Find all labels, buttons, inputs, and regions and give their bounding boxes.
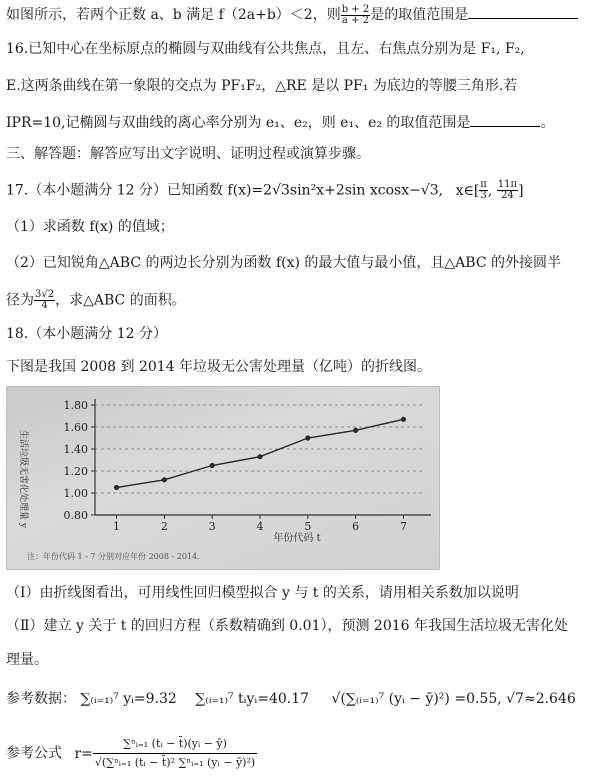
domain-lower-num: π bbox=[480, 179, 487, 190]
formula-r: r= bbox=[74, 745, 93, 762]
series-line bbox=[117, 419, 404, 487]
data-point bbox=[114, 485, 119, 490]
ref-sum-ty: ∑₍ᵢ₌₁₎⁷ tᵢyᵢ=40.17 bbox=[195, 691, 310, 707]
line-chart-photo bbox=[6, 386, 440, 570]
domain-lower-den: 3 bbox=[480, 190, 487, 201]
x-tick-labels bbox=[113, 520, 407, 533]
data-point bbox=[401, 417, 406, 422]
q17-part-2a: （2）已知锐角△ABC 的两边长分别为函数 f(x) 的最大值与最小值，且△ABC 的外接圆半 bbox=[6, 255, 561, 271]
q16-line-3 bbox=[6, 112, 554, 132]
answer-blank bbox=[468, 4, 578, 19]
data-point bbox=[257, 454, 262, 459]
q16-line-1: 16.已知中心在坐标原点的椭圆与双曲线有公共焦点，且左、右焦点分别为是 F₁, F₂, bbox=[6, 41, 525, 57]
formula-label: 参考公式 bbox=[6, 745, 62, 762]
q18-heading: 18.（本小题满分 12 分） bbox=[6, 326, 167, 342]
answer-blank bbox=[470, 112, 540, 127]
radius-num: 3√2 bbox=[35, 289, 55, 300]
q15-continuation bbox=[6, 4, 578, 26]
ref-sqrt: √(∑₍ᵢ₌₁₎⁷ (yᵢ − ȳ)²) =0.55, √7≈2.646 bbox=[331, 691, 576, 707]
q17-2b-post: ，求△ABC 的面积。 bbox=[55, 292, 186, 309]
x-axis-label: 年份代码 t bbox=[273, 533, 321, 544]
y-tick-label: 1.40 bbox=[63, 443, 88, 456]
y-tick-label: 1.60 bbox=[63, 421, 88, 434]
q16-line-3-text: IPR=10,记椭圆与双曲线的离心率分别为 e₁、e₂，则 e₁、e₂ 的取值范围是 bbox=[6, 115, 471, 131]
x-tick-label: 5 bbox=[304, 520, 312, 533]
domain-upper-num: 11π bbox=[497, 179, 518, 190]
chart-caption: 注：年份代码 1 - 7 分别对应年份 2008 - 2014. bbox=[27, 552, 200, 561]
radius-den: 4 bbox=[41, 300, 48, 311]
reference-data bbox=[6, 690, 576, 708]
y-tick-label: 1.00 bbox=[63, 487, 88, 500]
x-tick-label: 7 bbox=[399, 520, 407, 533]
q18-part-ii: （Ⅱ）建立 y 关于 t 的回归方程（系数精确到 0.01），预测 2016 年我国生活垃圾无害化处 bbox=[6, 618, 569, 634]
y-tick-labels bbox=[64, 399, 89, 522]
q18-part-i: （I）由折线图看出，可用线性回归模型拟合 y 与 t 的关系，请用相关系数加以说明 bbox=[6, 585, 519, 601]
reference-formula bbox=[6, 735, 257, 772]
q17-domain: [ $\frac{\pi}{3}$ , $\frac{11\pi}{24}$ ] bbox=[473, 179, 524, 201]
chart-series bbox=[114, 417, 406, 490]
data-point bbox=[162, 477, 167, 482]
ref-sum-y: ∑₍ᵢ₌₁₎⁷ yᵢ=9.32 bbox=[80, 691, 177, 707]
x-tick-label: 2 bbox=[160, 520, 168, 533]
q17-part-2b bbox=[6, 290, 186, 311]
data-point bbox=[210, 463, 215, 468]
section-heading: 三、解答题：解答应写出文字说明、证明过程或演算步骤。 bbox=[6, 146, 370, 162]
q18-intro: 下图是我国 2008 到 2014 年垃圾无公害处理量（亿吨）的折线图。 bbox=[6, 359, 432, 375]
fraction-numerator: b + 2 bbox=[341, 3, 370, 15]
line-chart bbox=[7, 387, 439, 569]
y-axis-label: 生活垃圾无害化处理量 y bbox=[18, 430, 28, 528]
x-tick-label: 1 bbox=[113, 520, 121, 533]
fraction bbox=[341, 5, 371, 26]
q17-stem bbox=[6, 180, 524, 201]
x-tick-label: 4 bbox=[256, 520, 264, 533]
data-point bbox=[353, 428, 358, 433]
q15-suffix: 是的取值范围是 bbox=[370, 7, 469, 23]
x-tick-label: 6 bbox=[352, 520, 360, 533]
formula-numerator: ∑ⁿᵢ₌₁ (tᵢ − t̄)(yᵢ − ȳ) bbox=[93, 735, 257, 754]
chart-grid bbox=[95, 405, 425, 493]
formula-denominator: √(∑ⁿᵢ₌₁ (tᵢ − t̄)² ∑ⁿᵢ₌₁ (yᵢ − ȳ)²) bbox=[94, 756, 256, 769]
q17-domain-label: x∈ bbox=[455, 182, 474, 199]
q16-line-2: E.这两条曲线在第一象限的交点为 PF₁F₂，△RE 是以 PF₁ 为底边的等腰三角形.若 bbox=[6, 78, 518, 94]
q17-function: 17.（本小题满分 12 分）已知函数 f(x)=2√3sin²x+2sin xcosx−√3, bbox=[6, 182, 444, 199]
q17-2b-pre: 径为 bbox=[6, 292, 34, 309]
y-tick-label: 0.80 bbox=[63, 509, 88, 522]
q15-prefix: 如图所示，若两个正数 a、b 满足 f（2a+b）＜2，则 bbox=[6, 7, 341, 23]
data-point bbox=[305, 435, 310, 440]
q17-part-1: （1）求函数 f(x) 的值域； bbox=[6, 219, 174, 235]
fraction-denominator: a + 2 bbox=[341, 14, 369, 26]
q18-part-ii-cont: 理量。 bbox=[6, 652, 48, 668]
formula-fraction bbox=[93, 735, 257, 772]
x-tick-label: 3 bbox=[208, 520, 216, 533]
y-tick-label: 1.80 bbox=[63, 399, 88, 412]
y-tick-label: 1.20 bbox=[63, 465, 88, 478]
q16-end: 。 bbox=[540, 115, 555, 131]
domain-upper-den: 24 bbox=[501, 190, 514, 201]
reference-data-label: 参考数据： bbox=[6, 691, 76, 707]
